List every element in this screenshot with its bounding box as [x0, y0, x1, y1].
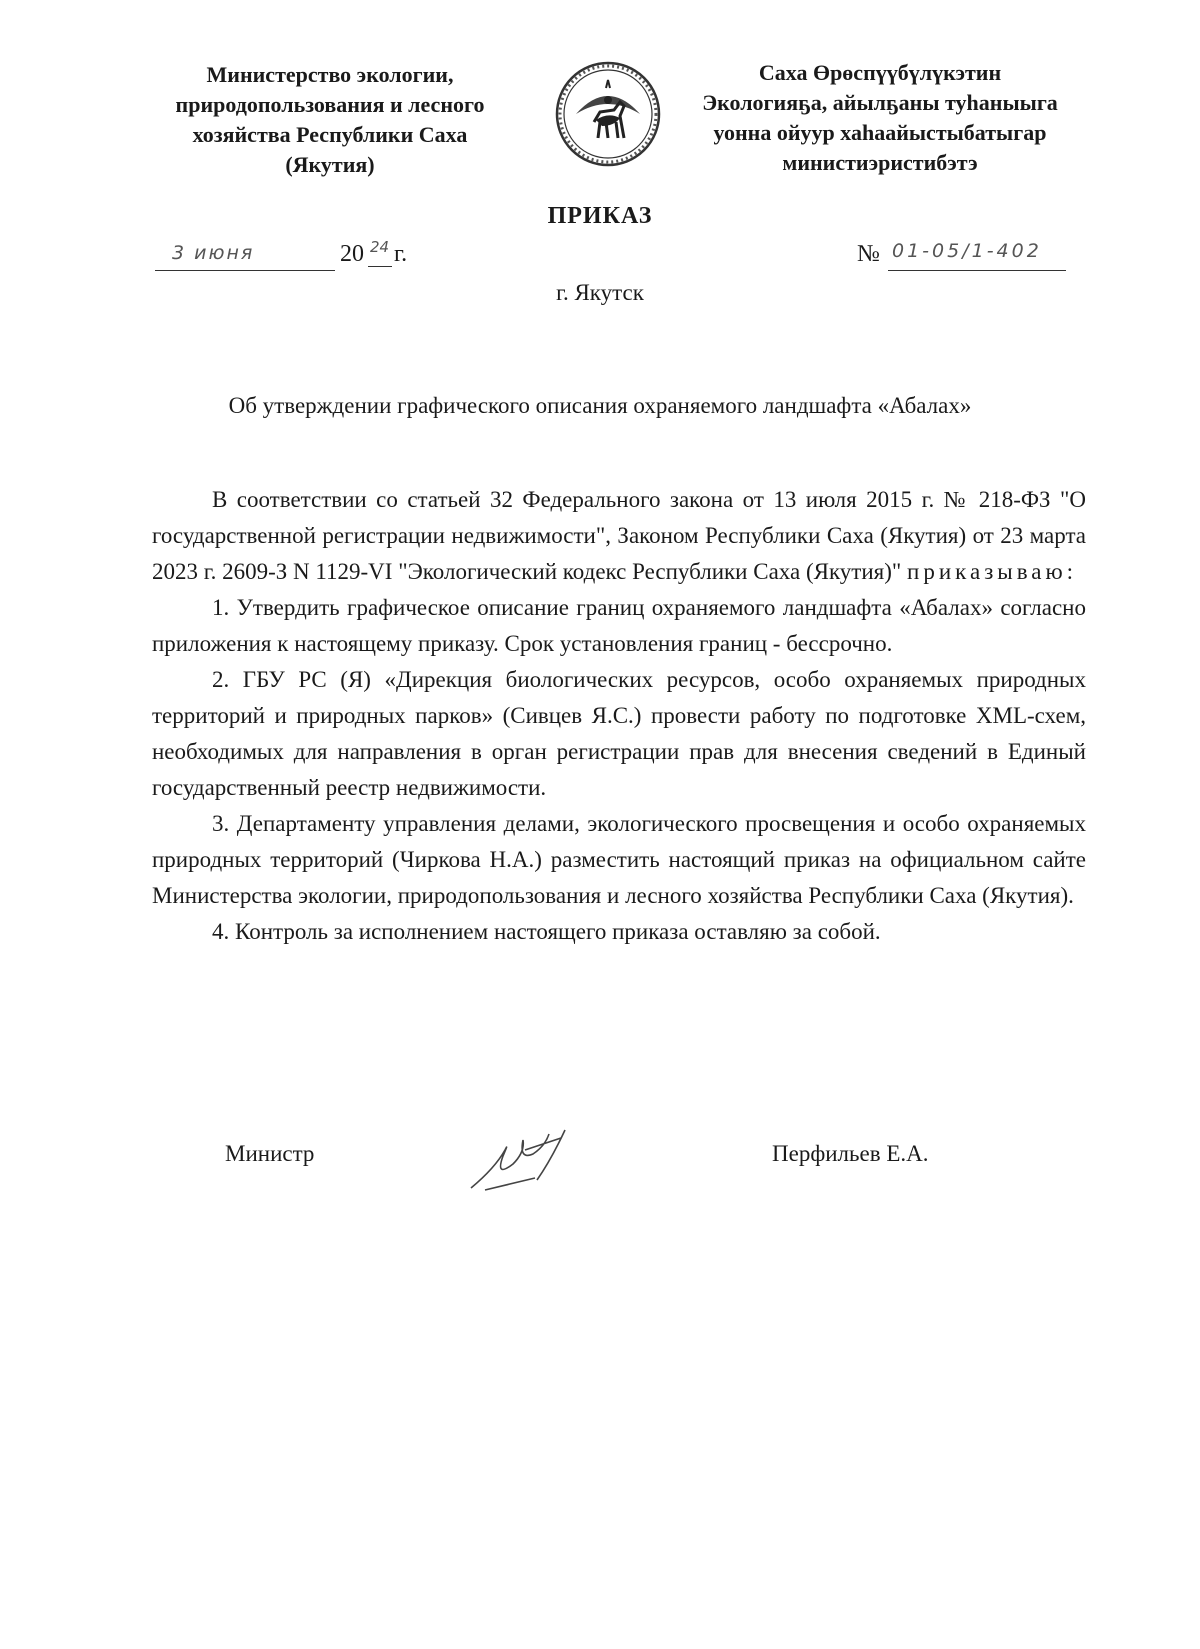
- order-item: 2. ГБУ РС (Я) «Дирекция биологических ресурсов, особо охраняемых природных территорий и природных парков» (Сивцев Я.С.) провести работу по подготовке XML-схем, необходимых для направления в орган регистрации прав для внесения сведений в Единый государственный реестр недвижимости.: [152, 667, 1086, 800]
- order-body: [152, 482, 1086, 950]
- header-right-line: уонна ойуур хаһаайыстыбатыгар: [713, 120, 1047, 145]
- preamble-paragraph: [152, 482, 1086, 590]
- handwritten-order-number: 01-05/1-402: [892, 240, 1042, 262]
- header-right-line: Экологияҕа, айылҕаны туһаныыга: [702, 90, 1058, 115]
- order-item: 4. Контроль за исполнением настоящего приказа оставляю за собой.: [212, 919, 881, 944]
- city: г. Якутск: [556, 280, 644, 305]
- handwritten-signature: [465, 1120, 585, 1200]
- preamble-text: В соответствии со статьей 32 Федерального закона от 13 июля 2015 г. № 218-ФЗ "О государственной регистрации недвижимости", Законом Республики Саха (Якутия) от 23 марта 2023 г. 2609-З N 1129-VI "Экологический кодекс Республики Саха (Якутия)": [152, 487, 1086, 584]
- header-right-ministry-name: [690, 58, 1070, 178]
- header-right-line: Саха Өрөспүүбүлүкэтин: [758, 60, 1002, 85]
- year-suffix: г.: [394, 241, 408, 267]
- handwritten-date: 3 июня: [172, 242, 255, 264]
- signer-title: Министр: [225, 1141, 315, 1166]
- header-right-line: министиэристибэтэ: [782, 150, 978, 175]
- header-left-line: Министерство экологии,: [206, 62, 454, 87]
- year-prefix: 20: [340, 241, 364, 267]
- signer-name: Перфильев Е.А.: [772, 1141, 929, 1166]
- sakha-emblem-icon: [554, 60, 662, 168]
- number-sign: №: [857, 241, 880, 267]
- order-title: ПРИКАЗ: [547, 203, 653, 229]
- header-left-line: (Якутия): [285, 152, 375, 177]
- header-left-ministry-name: [150, 60, 510, 180]
- header-left-line: природопользования и лесного: [175, 92, 485, 117]
- decree-word: приказываю:: [907, 559, 1078, 584]
- order-item: 1. Утвердить графическое описание границ охраняемого ландшафта «Абалах» согласно приложения к настоящему приказу. Срок установления границ - бессрочно.: [152, 595, 1086, 656]
- header-left-line: хозяйства Республики Саха: [192, 122, 468, 147]
- year-underline: [368, 266, 392, 267]
- order-item: 3. Департаменту управления делами, экологического просвещения и особо охраняемых природных территорий (Чиркова Н.А.) разместить настоящий приказ на официальном сайте Министерства экологии, природопользования и лесного хозяйства Республики Саха (Якутия).: [152, 811, 1086, 908]
- handwritten-year: 24: [370, 238, 390, 256]
- order-subject: Об утверждении графического описания охраняемого ландшафта «Абалах»: [228, 393, 972, 418]
